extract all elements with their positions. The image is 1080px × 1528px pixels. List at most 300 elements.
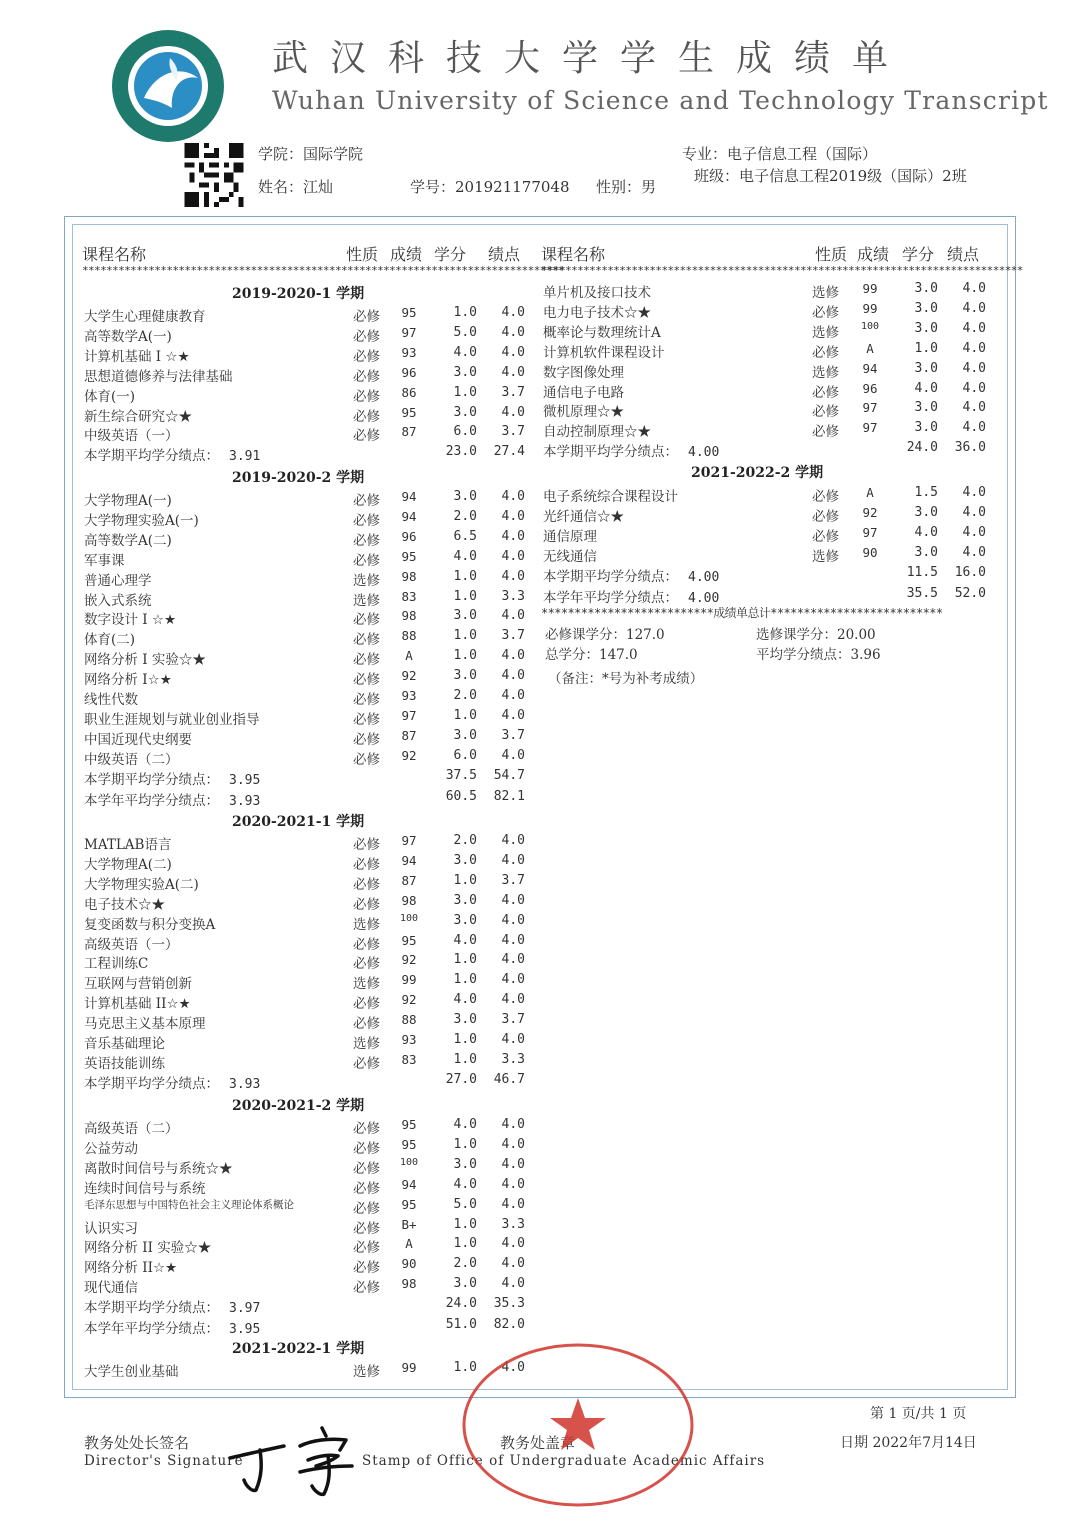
- course-credit: 2.0: [453, 508, 477, 524]
- col-header-gpt-left: 绩点: [488, 245, 521, 264]
- course-row: [84, 1157, 524, 1177]
- semester-gpa-gpa: 3.95: [229, 772, 261, 788]
- course-type: 选修: [353, 1364, 380, 1380]
- stamp-label: 教务处盖章: [500, 1434, 576, 1452]
- course-credit: 2.0: [453, 833, 477, 848]
- course-name: 大学物理A(二): [84, 856, 172, 873]
- course-row: [84, 1177, 524, 1197]
- semester-gpa-credit: 11.5: [906, 564, 938, 580]
- course-score: 86: [401, 384, 417, 400]
- course-name: 中级英语（一）: [84, 428, 179, 445]
- course-row: [84, 549, 524, 569]
- course-credit: 1.0: [453, 1216, 477, 1232]
- semester-gpa-credit: 24.0: [906, 440, 938, 456]
- course-name: 电子技术☆★: [84, 896, 165, 913]
- course-grade-point: 4.0: [501, 852, 525, 868]
- col-header-gpt-right: 绩点: [947, 245, 980, 264]
- course-credit: 1.0: [453, 384, 477, 400]
- course-name: 微机原理☆★: [543, 404, 624, 421]
- course-name: 思想道德修养与法律基础: [84, 368, 233, 385]
- course-type: 必修: [353, 532, 380, 549]
- course-row: [84, 688, 524, 708]
- course-row: [84, 728, 524, 748]
- elective-credits: 选修课学分：20.00: [756, 627, 876, 643]
- course-row: [84, 933, 524, 953]
- course-credit: 6.0: [453, 747, 477, 763]
- class-field: 班级：电子信息工程2019级（国际）2班: [694, 167, 967, 185]
- course-grade-point: 4.0: [501, 952, 525, 968]
- course-name: 公益劳动: [84, 1140, 138, 1157]
- course-score: 87: [401, 872, 417, 888]
- course-score: 97: [401, 324, 417, 340]
- course-type: 必修: [812, 508, 839, 525]
- course-score: 98: [401, 568, 417, 584]
- course-grade-point: 4.0: [962, 340, 986, 356]
- course-name: 体育(一): [84, 388, 136, 405]
- course-name: 复变函数与积分变换A: [84, 916, 216, 933]
- course-credit: 1.0: [453, 628, 477, 644]
- course-score: 96: [862, 380, 878, 396]
- course-row: [543, 320, 986, 341]
- course-type: 必修: [812, 489, 839, 505]
- course-row: [84, 569, 524, 589]
- course-type: 必修: [353, 956, 380, 973]
- course-score: B+: [401, 1216, 417, 1232]
- course-grade-point: 4.0: [501, 1360, 525, 1375]
- course-row: [84, 648, 524, 668]
- course-grade-point: 3.3: [501, 588, 525, 604]
- course-row: [84, 628, 524, 648]
- course-credit: 1.0: [453, 1236, 477, 1252]
- semester-gpa-gpa: 3.91: [229, 449, 261, 465]
- course-type: 必修: [353, 1240, 380, 1257]
- course-row: [84, 913, 524, 933]
- year-gpa-label: 本学年平均学分绩点： 3.95: [84, 1321, 261, 1337]
- course-credit: 1.0: [914, 340, 938, 356]
- term-heading: 2021-2022-1 学期: [232, 1341, 365, 1357]
- course-grade-point: 3.7: [501, 384, 525, 400]
- course-type: 必修: [353, 711, 380, 728]
- course-grade-point: 4.0: [501, 364, 525, 380]
- course-score: 93: [401, 688, 417, 703]
- course-name: 高级英语（一）: [84, 936, 179, 953]
- course-credit: 3.0: [453, 404, 477, 420]
- course-credit: 1.0: [453, 1136, 477, 1152]
- year-gpa-label: 本学年平均学分绩点： 4.00: [543, 589, 720, 606]
- course-grade-point: 4.0: [501, 707, 525, 723]
- course-row: [84, 1052, 524, 1072]
- course-type: 必修: [353, 856, 380, 873]
- course-type: 必修: [353, 388, 380, 405]
- course-type: 必修: [812, 404, 839, 421]
- course-score: 92: [862, 504, 878, 520]
- course-type: 必修: [353, 731, 380, 748]
- year-gpa: [84, 789, 524, 809]
- course-type: 必修: [353, 896, 380, 913]
- course-score: 94: [401, 852, 417, 868]
- course-score: 92: [401, 992, 417, 1008]
- course-score: 95: [401, 404, 417, 420]
- course-grade-point: 4.0: [962, 360, 986, 376]
- course-type: 选修: [812, 364, 839, 381]
- course-type: 必修: [353, 1140, 380, 1157]
- course-grade-point: 4.0: [501, 608, 525, 624]
- year-gpa: [543, 585, 986, 606]
- course-type: 必修: [353, 1180, 380, 1197]
- course-row: [84, 608, 524, 628]
- course-row: [84, 1032, 524, 1052]
- course-grade-point: 4.0: [501, 344, 525, 360]
- course-name: 高等数学A(二): [84, 532, 172, 549]
- course-name: 大学生创业基础: [84, 1364, 179, 1380]
- course-credit: 1.0: [453, 872, 477, 888]
- course-score: A: [866, 340, 874, 356]
- course-credit: 3.0: [453, 852, 477, 868]
- semester-gpa-points: 16.0: [954, 564, 986, 580]
- course-score: 100: [399, 912, 419, 924]
- col-header-credit-right: 学分: [902, 245, 935, 264]
- course-row: [84, 589, 524, 609]
- course-grade-point: 4.0: [962, 524, 986, 540]
- course-grade-point: 4.0: [501, 324, 525, 340]
- course-credit: 2.0: [453, 688, 477, 703]
- semester-gpa-credit: 23.0: [445, 444, 477, 460]
- course-score: 98: [401, 1276, 417, 1292]
- course-type: 必修: [353, 309, 380, 325]
- course-row: [84, 405, 524, 425]
- semester-gpa-gpa: 3.97: [229, 1301, 261, 1317]
- course-credit: 1.0: [453, 568, 477, 584]
- course-name: 数字设计 I ☆★: [84, 612, 177, 629]
- course-grade-point: 4.0: [501, 912, 525, 928]
- col-header-credit-left: 学分: [434, 245, 467, 264]
- semester-gpa-gpa: 4.00: [688, 569, 720, 585]
- director-signature-label-en: Director's Signature: [84, 1453, 244, 1469]
- required-credits: 必修课学分：127.0: [545, 627, 665, 643]
- course-type: 选修: [812, 285, 839, 301]
- term-heading: 2020-2021-1 学期: [232, 814, 365, 830]
- year-gpa-gpa: 3.95: [229, 1322, 261, 1337]
- course-credit: 1.0: [453, 588, 477, 604]
- term-heading: 2021-2022-2 学期: [691, 465, 824, 481]
- course-row: [84, 893, 524, 913]
- year-gpa-credit: 51.0: [445, 1317, 477, 1332]
- course-row: [543, 281, 986, 301]
- course-name: 中国近现代史纲要: [84, 731, 192, 748]
- term-heading: 2020-2021-2 学期: [232, 1098, 365, 1114]
- course-score: 94: [401, 489, 417, 504]
- course-grade-point: 4.0: [501, 648, 525, 664]
- semester-gpa: [84, 768, 524, 788]
- course-credit: 6.5: [453, 528, 477, 544]
- director-signature-label: 教务处处长签名: [84, 1434, 190, 1452]
- course-score: 94: [862, 360, 878, 376]
- course-grade-point: 4.0: [962, 504, 986, 520]
- course-name: 大学物理A(一): [84, 493, 172, 509]
- semester-gpa-label: 本学期平均学分绩点： 3.91: [84, 448, 261, 465]
- semester-gpa-points: 46.7: [493, 1071, 525, 1087]
- course-name: 计算机软件课程设计: [543, 344, 665, 361]
- course-credit: 6.0: [453, 424, 477, 440]
- course-row: [84, 489, 524, 509]
- course-score: 99: [401, 1360, 417, 1375]
- course-score: 83: [401, 1051, 417, 1067]
- gender-field: 性别：男: [596, 178, 657, 196]
- course-score: 97: [862, 420, 878, 436]
- course-grade-point: 3.7: [501, 1012, 525, 1028]
- course-score: 95: [401, 932, 417, 948]
- course-row: [543, 360, 986, 381]
- course-credit: 2.0: [453, 1256, 477, 1272]
- course-type: 必修: [353, 328, 380, 345]
- course-row: [84, 1256, 524, 1276]
- course-name: 单片机及接口技术: [543, 285, 651, 301]
- course-row: [84, 952, 524, 972]
- course-credit: 3.0: [453, 489, 477, 504]
- page-number: 第 1 页/共 1 页: [870, 1406, 967, 1422]
- course-score: 99: [862, 281, 878, 296]
- major-field: 专业：电子信息工程（国际）: [682, 145, 878, 163]
- course-name: 线性代数: [84, 692, 138, 708]
- course-name: 计算机基础 I ☆★: [84, 348, 190, 365]
- course-credit: 5.0: [453, 324, 477, 340]
- course-row: [84, 509, 524, 529]
- course-grade-point: 4.0: [962, 300, 986, 316]
- semester-gpa: [84, 444, 524, 464]
- course-type: 必修: [353, 837, 380, 853]
- col-header-score-right: 成绩: [857, 245, 890, 264]
- overall-gpa: 平均学分绩点：3.96: [756, 647, 881, 663]
- semester-gpa-label: 本学期平均学分绩点： 4.00: [543, 568, 720, 585]
- semester-gpa-gpa: 4.00: [688, 445, 720, 461]
- course-name: MATLAB语言: [84, 837, 172, 853]
- course-type: 选修: [353, 592, 380, 609]
- course-credit: 1.0: [453, 1051, 477, 1067]
- course-row: [84, 1217, 524, 1237]
- course-grade-point: 4.0: [501, 508, 525, 524]
- course-row: [84, 529, 524, 549]
- course-row: [84, 325, 524, 345]
- course-score: 94: [401, 508, 417, 524]
- course-credit: 3.0: [914, 420, 938, 436]
- issue-date: 日期 2022年7月14日: [840, 1435, 977, 1451]
- course-name: 概率论与数理统计A: [543, 324, 661, 341]
- course-grade-point: 4.0: [501, 688, 525, 703]
- course-score: 92: [401, 747, 417, 763]
- course-name: 电力电子技术☆★: [543, 304, 651, 321]
- course-score: 100: [399, 1156, 419, 1168]
- course-grade-point: 4.0: [501, 305, 525, 320]
- course-row: [84, 668, 524, 688]
- course-name: 大学生心理健康教育: [84, 309, 206, 325]
- col-header-score-left: 成绩: [390, 245, 423, 264]
- semester-gpa-gpa: 3.93: [229, 1076, 261, 1092]
- course-grade-point: 4.0: [962, 320, 986, 336]
- semester-gpa: [84, 1296, 524, 1316]
- course-score: 96: [401, 528, 417, 544]
- course-row: [84, 1276, 524, 1296]
- course-name: 通信电子电路: [543, 384, 624, 401]
- course-grade-point: 4.0: [962, 400, 986, 416]
- course-row: [543, 300, 986, 321]
- course-type: 必修: [353, 493, 380, 509]
- semester-gpa: [543, 440, 986, 461]
- course-grade-point: 3.3: [501, 1216, 525, 1232]
- course-type: 必修: [353, 368, 380, 385]
- course-type: 选修: [812, 324, 839, 341]
- left-course-column: [82, 0, 564, 1400]
- semester-gpa-label: 本学期平均学分绩点： 3.93: [84, 1075, 261, 1092]
- course-type: 必修: [812, 304, 839, 321]
- course-type: 必修: [812, 384, 839, 401]
- course-credit: 3.0: [453, 608, 477, 624]
- course-name: 马克思主义基本原理: [84, 1016, 206, 1033]
- course-row: [543, 504, 986, 525]
- year-gpa-label: 本学年平均学分绩点： 3.93: [84, 792, 261, 809]
- office-seal-stamp: [458, 1340, 698, 1510]
- course-credit: 3.0: [914, 320, 938, 336]
- course-type: 必修: [353, 1200, 380, 1217]
- course-name: 军事课: [84, 552, 125, 569]
- course-name: 嵌入式系统: [84, 592, 152, 609]
- course-credit: 3.0: [914, 281, 938, 296]
- course-score: 92: [401, 952, 417, 968]
- course-name: 体育(二): [84, 632, 136, 649]
- course-row: [84, 833, 524, 853]
- course-type: 必修: [353, 996, 380, 1013]
- course-name: 互联网与营销创新: [84, 976, 192, 993]
- course-credit: 1.0: [453, 648, 477, 664]
- course-grade-point: 4.0: [501, 404, 525, 420]
- course-name: 离散时间信号与系统☆★: [84, 1160, 233, 1177]
- course-credit: 3.0: [914, 400, 938, 416]
- year-gpa: [84, 1317, 524, 1337]
- course-grade-point: 4.0: [501, 932, 525, 948]
- col-header-type-left: 性质: [346, 245, 379, 264]
- course-type: 必修: [353, 1260, 380, 1277]
- course-grade-point: 4.0: [962, 380, 986, 396]
- course-row: [543, 544, 986, 565]
- course-grade-point: 3.7: [501, 727, 525, 743]
- stamp-label-en: Stamp of Office of Undergraduate Academic Affairs: [362, 1453, 766, 1469]
- course-name: 职业生涯规划与就业创业指导: [84, 711, 260, 728]
- course-row: [84, 972, 524, 992]
- course-row: [84, 385, 524, 405]
- student-id-field: 学号：201921177048: [410, 178, 570, 196]
- col-header-name-left: 课程名称: [82, 245, 147, 264]
- course-type: 选修: [812, 548, 839, 565]
- course-row: [543, 485, 986, 505]
- course-score: 92: [401, 668, 417, 684]
- college-field: 学院：国际学院: [258, 145, 364, 163]
- course-name: 音乐基础理论: [84, 1036, 165, 1052]
- semester-gpa-label: 本学期平均学分绩点： 3.95: [84, 771, 261, 788]
- course-score: 97: [862, 524, 878, 540]
- course-row: [84, 992, 524, 1012]
- course-name: 自动控制原理☆★: [543, 424, 651, 441]
- course-grade-point: 4.0: [501, 747, 525, 763]
- course-name: 大学物理实验A(一): [84, 512, 199, 529]
- course-credit: 3.0: [453, 1156, 477, 1172]
- course-type: 必修: [353, 552, 380, 569]
- year-gpa-points: 82.0: [493, 1317, 525, 1332]
- course-grade-point: 4.0: [501, 1176, 525, 1192]
- course-grade-point: 4.0: [962, 485, 986, 500]
- course-score: 93: [401, 1032, 417, 1047]
- course-name: 数字图像处理: [543, 364, 624, 381]
- course-credit: 4.0: [914, 380, 938, 396]
- course-credit: 1.0: [453, 1032, 477, 1047]
- course-credit: 3.0: [453, 892, 477, 908]
- course-type: 必修: [353, 936, 380, 953]
- course-score: 94: [401, 1176, 417, 1192]
- course-credit: 3.0: [453, 364, 477, 380]
- summary-separator: **************************成绩单总计**************************: [541, 606, 943, 620]
- course-type: 必修: [353, 512, 380, 529]
- course-type: 必修: [353, 876, 380, 893]
- course-row: [84, 1117, 524, 1137]
- course-grade-point: 4.0: [501, 668, 525, 684]
- course-row: [84, 708, 524, 728]
- course-credit: 3.0: [453, 1012, 477, 1028]
- course-grade-point: 4.0: [501, 992, 525, 1008]
- course-type: 必修: [812, 424, 839, 441]
- course-type: 选修: [353, 976, 380, 993]
- course-grade-point: 3.3: [501, 1051, 525, 1067]
- course-credit: 4.0: [453, 344, 477, 360]
- remark-note: （备注：*号为补考成绩）: [548, 671, 704, 687]
- course-credit: 4.0: [453, 1176, 477, 1192]
- course-type: 必修: [353, 1160, 380, 1177]
- course-row: [84, 853, 524, 873]
- semester-gpa-credit: 27.0: [445, 1071, 477, 1087]
- course-row: [543, 420, 986, 441]
- course-score: 98: [401, 608, 417, 624]
- course-score: 99: [862, 300, 878, 316]
- total-credits: 总学分：147.0: [545, 647, 638, 663]
- course-grade-point: 4.0: [501, 568, 525, 584]
- course-type: 必修: [353, 1016, 380, 1033]
- course-grade-point: 3.7: [501, 424, 525, 440]
- course-row: [84, 1012, 524, 1032]
- course-row: [84, 365, 524, 385]
- course-name: 计算机基础 II☆★: [84, 996, 191, 1013]
- course-type: 必修: [353, 428, 380, 445]
- course-name: 高等数学A(一): [84, 328, 172, 345]
- course-type: 必修: [353, 692, 380, 708]
- course-grade-point: 4.0: [501, 1276, 525, 1292]
- course-credit: 4.0: [453, 548, 477, 564]
- course-credit: 3.0: [453, 727, 477, 743]
- semester-gpa-points: 36.0: [954, 440, 986, 456]
- course-grade-point: 4.0: [501, 833, 525, 848]
- course-grade-point: 4.0: [501, 1196, 525, 1212]
- term-heading: 2019-2020-2 学期: [232, 470, 365, 486]
- course-credit: 1.5: [914, 485, 938, 500]
- course-name: 大学物理实验A(二): [84, 876, 199, 893]
- semester-gpa-label: 本学期平均学分绩点： 3.97: [84, 1300, 261, 1317]
- course-credit: 3.0: [453, 912, 477, 928]
- year-gpa-credit: 35.5: [906, 585, 938, 601]
- course-credit: 1.0: [453, 1360, 477, 1375]
- course-name: 中级英语（二）: [84, 751, 179, 768]
- course-score: 95: [401, 1117, 417, 1132]
- semester-gpa-points: 54.7: [493, 767, 525, 783]
- course-credit: 1.0: [453, 305, 477, 320]
- course-type: 必修: [812, 528, 839, 545]
- course-row: [84, 1236, 524, 1256]
- course-row: [84, 873, 524, 893]
